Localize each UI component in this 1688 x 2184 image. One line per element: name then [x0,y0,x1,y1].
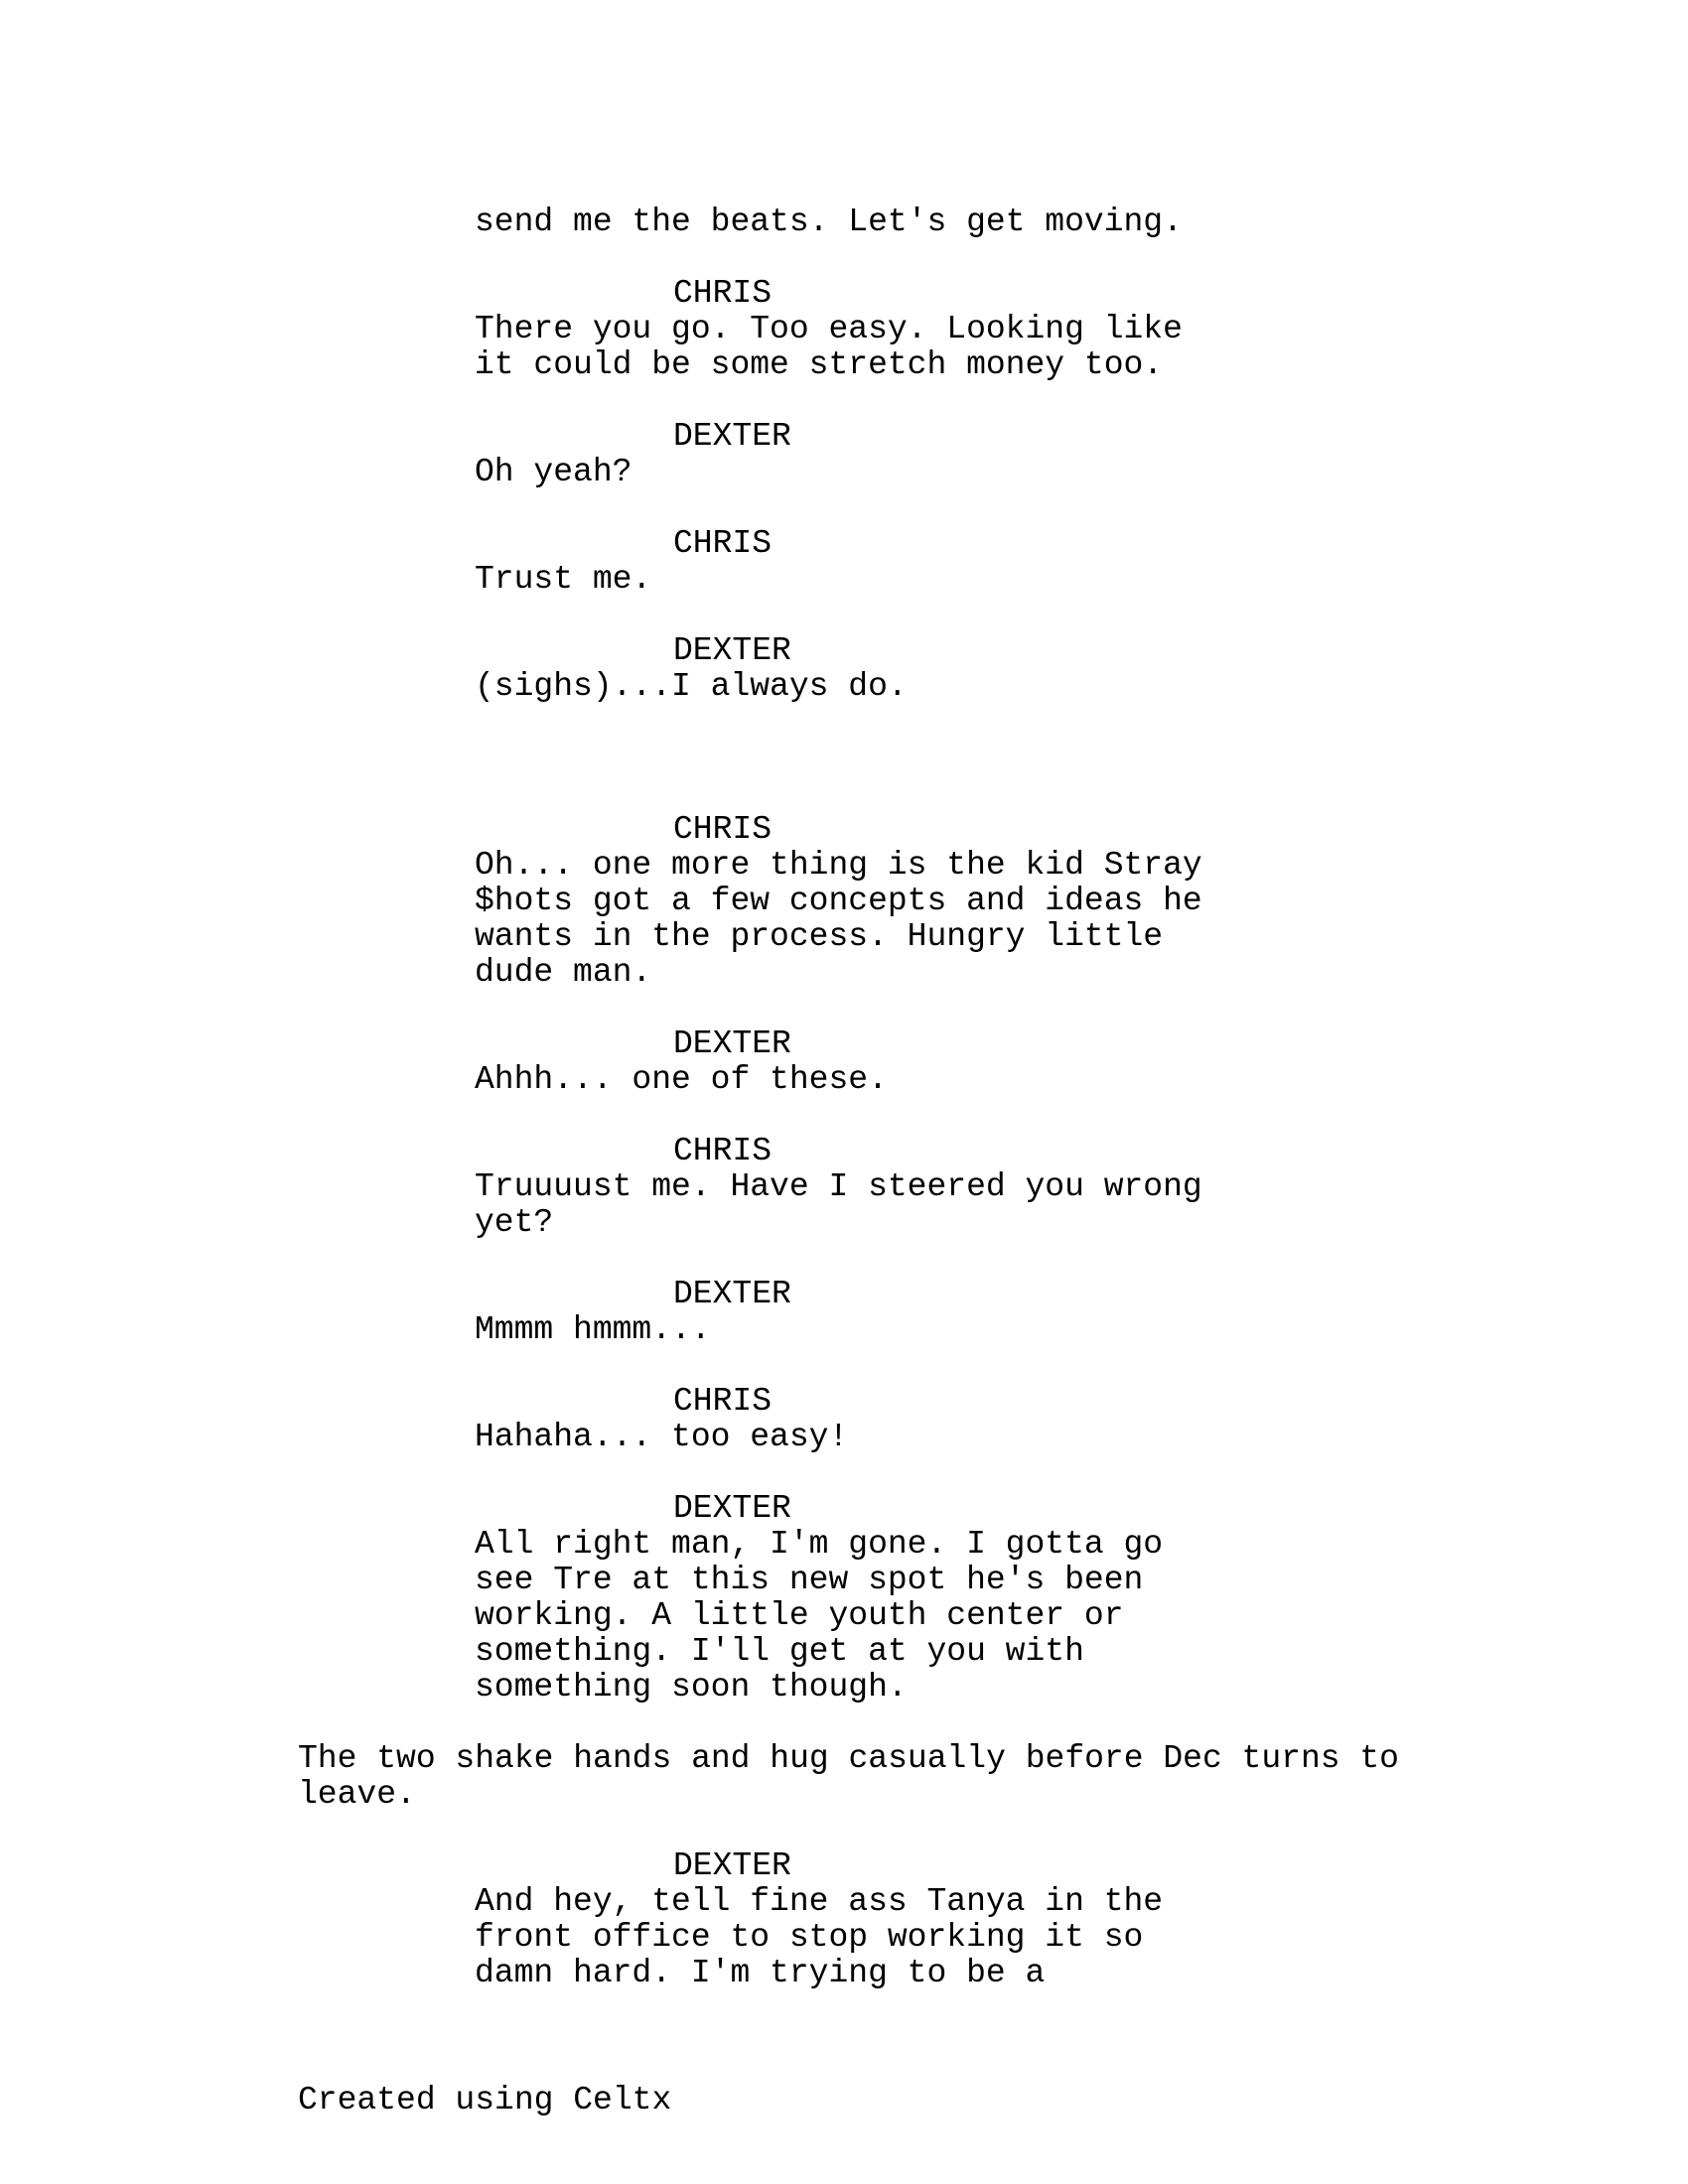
character-name: CHRIS [673,811,773,848]
dialogue-line: Truuuust me. Have I steered you wrong [475,1168,1202,1205]
dialogue-line: Trust me. [475,561,652,598]
dialogue-line: dude man. [475,954,652,991]
action-line: The two shake hands and hug casually before Dec turns to [298,1740,1399,1777]
dialogue-line: And hey, tell fine ass Tanya in the [475,1883,1164,1920]
dialogue-line: Mmmm hmmm... [475,1311,711,1348]
dialogue-line: working. A little youth center or [475,1597,1124,1634]
dialogue-line: $hots got a few concepts and ideas he [475,883,1202,919]
character-name: CHRIS [673,275,773,312]
dialogue-line: All right man, I'm gone. I gotta go [475,1526,1164,1563]
character-name: CHRIS [673,1383,773,1420]
dialogue-line: it could be some stretch money too. [475,346,1164,383]
dialogue-line: Oh yeah? [475,454,633,490]
dialogue-line: Oh... one more thing is the kid Stray [475,847,1202,884]
dialogue-line: send me the beats. Let's get moving. [475,204,1183,240]
character-name: CHRIS [673,1133,773,1169]
dialogue-line: damn hard. I'm trying to be a [475,1955,1046,1991]
dialogue-line: yet? [475,1204,554,1241]
dialogue-line: something. I'll get at you with [475,1633,1084,1670]
dialogue-line: Hahaha... too easy! [475,1419,849,1455]
dialogue-line: something soon though. [475,1669,908,1706]
dialogue-line: see Tre at this new spot he's been [475,1562,1144,1598]
dialogue-line: wants in the process. Hungry little [475,918,1164,955]
dialogue-line: (sighs)...I always do. [475,668,908,705]
character-name: CHRIS [673,525,773,562]
character-name: DEXTER [673,1847,791,1884]
footer-credit: Created using Celtx [298,2082,672,2118]
dialogue-line: Ahhh... one of these. [475,1061,888,1098]
character-name: DEXTER [673,1490,791,1527]
dialogue-line: front office to stop working it so [475,1919,1144,1956]
character-name: DEXTER [673,1276,791,1312]
character-name: DEXTER [673,632,791,669]
dialogue-line: There you go. Too easy. Looking like [475,311,1183,347]
action-line: leave. [298,1776,416,1813]
character-name: DEXTER [673,418,791,455]
character-name: DEXTER [673,1025,791,1062]
